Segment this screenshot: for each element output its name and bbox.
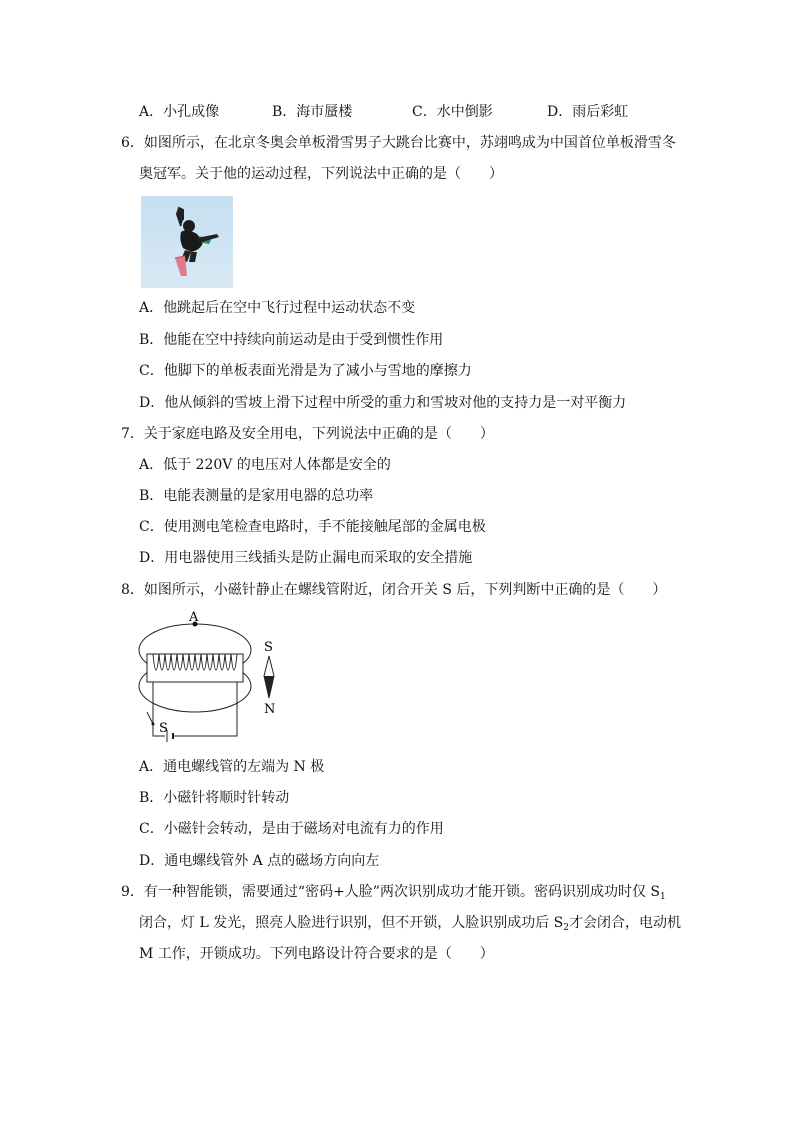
q9-stem-line-2: 闭合，灯 L 发光，照亮人脸进行识别，但不开锁，人脸识别成功后 $S_2$才会闭合，电动机 [139, 915, 681, 933]
switch [147, 712, 153, 724]
q6-option-c: C．他脚下的单板表面光滑是为了减小与雪地的摩擦力 [139, 363, 472, 379]
q6-stem-line-2: 奥冠军。关于他的运动过程，下列说法中正确的是（ ） [139, 166, 503, 182]
q6-option-d: D．他从倾斜的雪坡上滑下过程中所受的重力和雪坡对他的支持力是一对平衡力 [139, 395, 627, 411]
q5-option-d: D．雨后彩虹 [547, 104, 629, 120]
q8-stem: 8．如图所示，小磁针静止在螺线管附近，闭合开关 S 后，下列判断中正确的是（ ） [121, 582, 667, 598]
q7-option-d: D．用电器使用三线插头是防止漏电而采取的安全措施 [139, 550, 473, 566]
q5-option-b: B．海市蜃楼 [272, 104, 353, 120]
snowboarder-photo [141, 196, 233, 288]
switch-label: S [159, 721, 168, 736]
q7-stem: 7．关于家庭电路及安全用电，下列说法中正确的是（ ） [121, 426, 494, 442]
q5-option-c: C．水中倒影 [412, 104, 493, 120]
snowboarder-figure [141, 196, 233, 288]
needle-n-label: N [264, 702, 276, 717]
q6-stem-line-1: 6．如图所示，在北京冬奥会单板滑雪男子大跳台比赛中，苏翊鸣成为中国首位单板滑雪冬 [121, 135, 676, 151]
q9-stem-line-3: M 工作，开锁成功。下列电路设计符合要求的是（ ） [139, 946, 494, 962]
q5-option-a: A．小孔成像 [139, 104, 220, 120]
q7-option-c: C．使用测电笔检查电路时，手不能接触尾部的金属电极 [139, 519, 486, 535]
q8-option-d: D．通电螺线管外 A 点的磁场方向向左 [139, 853, 380, 869]
q8-option-c: C．小磁针会转动，是由于磁场对电流有力的作用 [139, 821, 444, 837]
q6-option-a: A．他跳起后在空中飞行过程中运动状态不变 [139, 300, 416, 316]
q9-stem-line-1: 9．有一种智能锁，需要通过“密码+人脸”两次识别成功才能开锁。密码识别成功时仅 $S_1$ [121, 884, 666, 902]
q8-option-b: B．小磁针将顺时针转动 [139, 790, 290, 806]
needle-s-label: S [264, 640, 273, 655]
q7-option-b: B．电能表测量的是家用电器的总功率 [139, 488, 374, 504]
q6-option-b: B．他能在空中持续向前运动是由于受到惯性作用 [139, 332, 444, 348]
point-a-label: A [189, 610, 199, 625]
q7-option-a: A．低于 220V 的电压对人体都是安全的 [139, 457, 391, 473]
q8-option-a: A．通电螺线管的左端为 N 极 [139, 759, 325, 775]
solenoid-diagram [133, 606, 293, 748]
